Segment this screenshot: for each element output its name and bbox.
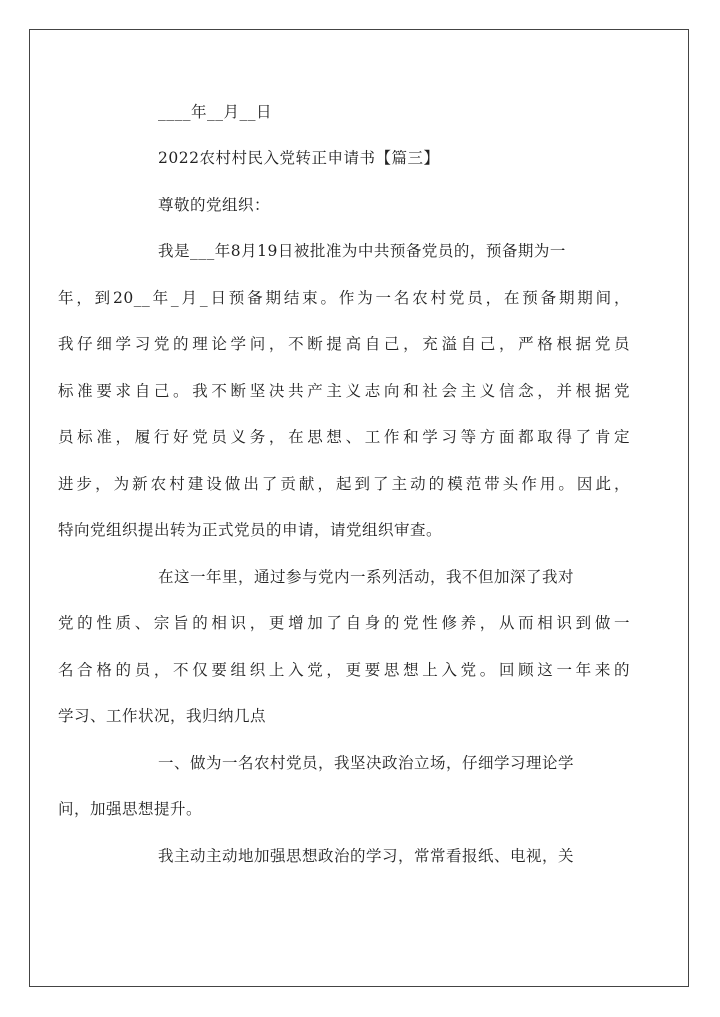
paragraph-line: 年，到20__年_月_日预备期结束。作为一名农村党员，在预备期期间， — [58, 289, 630, 307]
paragraph-line: 党的性质、宗旨的相识，更增加了自身的党性修养，从而相识到做一 — [58, 614, 630, 632]
paragraph-line: 特向党组织提出转为正式党员的申请，请党组织审查。 — [58, 521, 443, 539]
document-title: 2022农村村民入党转正申请书【篇三】 — [158, 149, 440, 167]
paragraph-line: 在这一年里，通过参与党内一系列活动，我不但加深了我对 — [158, 568, 575, 586]
paragraph-line: 我主动主动地加强思想政治的学习，常常看报纸、电视，关 — [158, 847, 575, 865]
date-line: ____年__月__日 — [158, 103, 273, 121]
paragraph-line: 我是___年8月19日被批准为中共预备党员的，预备期为一 — [158, 242, 566, 260]
paragraph-line: 名合格的员，不仅要组织上入党，更要思想上入党。回顾这一年来的 — [58, 661, 630, 679]
paragraph-line: 进步，为新农村建设做出了贡献，起到了主动的模范带头作用。因此， — [58, 475, 630, 493]
page-frame — [29, 29, 689, 987]
paragraph-line: 学习、工作状况，我归纳几点 — [58, 707, 267, 725]
salutation: 尊敬的党组织： — [158, 196, 271, 214]
paragraph-line: 一、做为一名农村党员，我坚决政治立场，仔细学习理论学 — [158, 754, 575, 772]
paragraph-line: 标准要求自己。我不断坚决共产主义志向和社会主义信念，并根据党 — [58, 382, 630, 400]
paragraph-line: 问，加强思想提升。 — [58, 800, 203, 818]
paragraph-line: 员标准，履行好党员义务，在思想、工作和学习等方面都取得了肯定 — [58, 428, 630, 446]
paragraph-line: 我仔细学习党的理论学问，不断提高自己，充溢自己，严格根据党员 — [58, 335, 630, 353]
